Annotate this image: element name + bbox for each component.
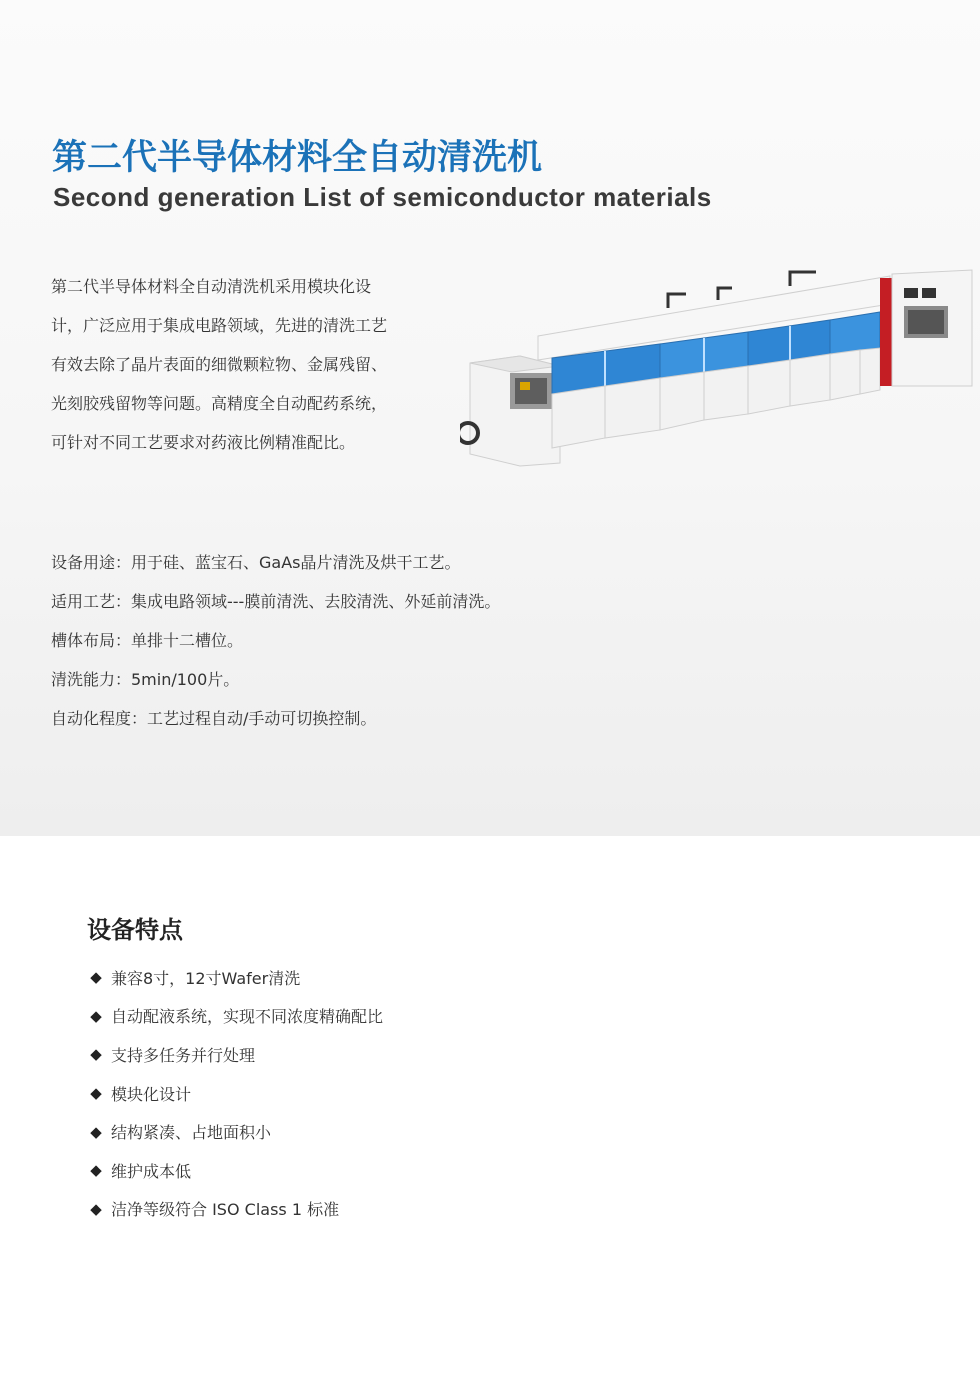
feature-item	[88, 1151, 383, 1190]
feature-item	[88, 1074, 383, 1113]
spec-item: 清洗能力：5min/100片。	[51, 670, 240, 689]
red-accent-panel	[880, 278, 892, 386]
feature-text: 维护成本低	[111, 1161, 192, 1181]
diamond-bullet-icon: ◆	[90, 1045, 102, 1064]
intro-line: 计，广泛应用于集成电路领域，先进的清洗工艺	[51, 316, 388, 335]
feature-list	[88, 958, 383, 1228]
feature-text: 兼容8寸，12寸Wafer清洗	[111, 968, 301, 988]
control-screen-icon	[904, 288, 918, 298]
spec-item: 自动化程度：工艺过程自动/手动可切换控制。	[51, 709, 377, 728]
feature-text: 支持多任务并行处理	[111, 1045, 256, 1065]
diamond-bullet-icon: ◆	[90, 1006, 102, 1025]
feature-item	[88, 1190, 383, 1229]
spec-item: 槽体布局：单排十二槽位。	[51, 631, 244, 650]
intro-line: 可针对不同工艺要求对药液比例精准配比。	[51, 433, 356, 452]
feature-text: 自动配液系统，实现不同浓度精确配比	[111, 1007, 384, 1027]
spec-item: 设备用途：用于硅、蓝宝石、GaAs晶片清洗及烘干工艺。	[51, 553, 461, 572]
intro-paragraph	[51, 267, 423, 462]
control-screen-icon	[922, 288, 936, 298]
intro-line: 第二代半导体材料全自动清洗机采用模块化设	[51, 277, 372, 296]
feature-item	[88, 997, 383, 1036]
feature-item	[88, 1035, 383, 1074]
feature-text: 结构紧凑、占地面积小	[111, 1123, 272, 1143]
features-heading: 设备特点	[87, 916, 183, 944]
diamond-bullet-icon: ◆	[90, 968, 102, 987]
diamond-bullet-icon: ◆	[90, 1199, 102, 1218]
diamond-bullet-icon: ◆	[90, 1122, 102, 1141]
page-title: 第二代半导体材料全自动清洗机	[52, 138, 543, 178]
spec-item: 适用工艺：集成电路领域---膜前清洗、去胶清洗、外延前清洗。	[51, 592, 501, 611]
feature-text: 洁净等级符合 ISO Class 1 标准	[111, 1200, 340, 1220]
intro-line: 有效去除了晶片表面的细微颗粒物、金属残留、	[51, 355, 388, 374]
loading-station	[470, 356, 560, 466]
cleaning-machine-illustration	[460, 258, 975, 473]
feature-item	[88, 958, 383, 997]
page-subtitle: Second generation List of semiconductor materials	[53, 182, 712, 212]
diamond-bullet-icon: ◆	[90, 1084, 102, 1103]
feature-text: 模块化设计	[111, 1084, 192, 1104]
intro-line: 光刻胶残留物等问题。高精度全自动配药系统，	[51, 394, 388, 413]
spec-list	[51, 543, 500, 738]
feature-item	[88, 1112, 383, 1151]
diamond-bullet-icon: ◆	[90, 1161, 102, 1180]
